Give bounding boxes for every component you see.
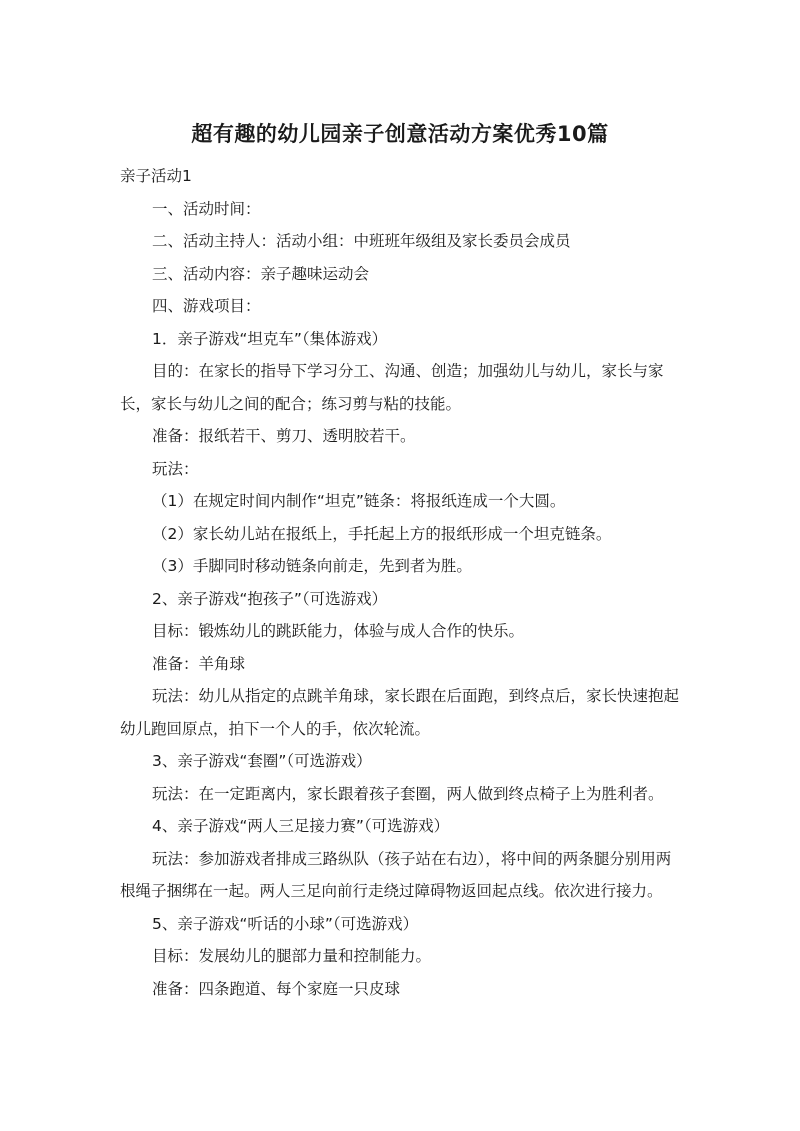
paragraph: （2）家长幼儿站在报纸上，手托起上方的报纸形成一个坦克链条。 (152, 524, 612, 543)
paragraph: 玩法：参加游戏者排成三路纵队（孩子站在右边），将中间的两条腿分别用两根绳子捆绑在一起。两人三足向前行走绕过障碍物返回起点线。依次进行接力。 (120, 849, 672, 900)
paragraph: 目标：锻炼幼儿的跳跃能力，体验与成人合作的快乐。 (152, 622, 525, 640)
paragraph: 玩法：幼儿从指定的点跳羊角球，家长跟在后面跑，到终点后，家长快速抱起幼儿跑回原点，拍下一个人的手，依次轮流。 (120, 687, 680, 738)
paragraph: 准备：报纸若干、剪刀、透明胶若干。 (152, 427, 416, 445)
paragraph: 5、亲子游戏“听话的小球”（可选游戏） (152, 914, 419, 933)
paragraph: 准备：四条跑道、每个家庭一只皮球 (152, 979, 401, 998)
paragraph: 4、亲子游戏“两人三足接力赛”（可选游戏） (152, 817, 450, 835)
paragraph: 四、游戏项目： (152, 297, 261, 315)
paragraph: 二、活动主持人：活动小组：中班班年级组及家长委员会成员 (152, 232, 571, 250)
paragraph: 目的：在家长的指导下学习分工、沟通、创造；加强幼儿与幼儿，家长与家长，家长与幼儿之间的配合；练习剪与粘的技能。 (120, 362, 664, 413)
paragraph: 玩法： (152, 459, 199, 478)
paragraph: 2、亲子游戏“抱孩子”（可选游戏） (152, 589, 388, 608)
paragraph: 准备：羊角球 (152, 654, 246, 673)
section-heading: 亲子活动1 (120, 167, 192, 185)
paragraph: 三、活动内容：亲子趣味运动会 (152, 264, 370, 283)
paragraph: 目标：发展幼儿的腿部力量和控制能力。 (152, 947, 432, 965)
document-body (120, 160, 685, 1005)
document-title: 超有趣的幼儿园亲子创意活动方案优秀10篇 (191, 122, 609, 146)
paragraph: （1）在规定时间内制作“坦克”链条：将报纸连成一个大圆。 (152, 492, 566, 510)
paragraph: 一、活动时间： (152, 199, 261, 218)
paragraph: 1．亲子游戏“坦克车”（集体游戏） (152, 329, 388, 348)
paragraph: （3）手脚同时移动链条向前走，先到者为胜。 (152, 557, 472, 575)
paragraph: 3、亲子游戏“套圈”（可选游戏） (152, 752, 372, 770)
paragraph: 玩法：在一定距离内，家长跟着孩子套圈，两人做到终点椅子上为胜利者。 (152, 784, 664, 803)
